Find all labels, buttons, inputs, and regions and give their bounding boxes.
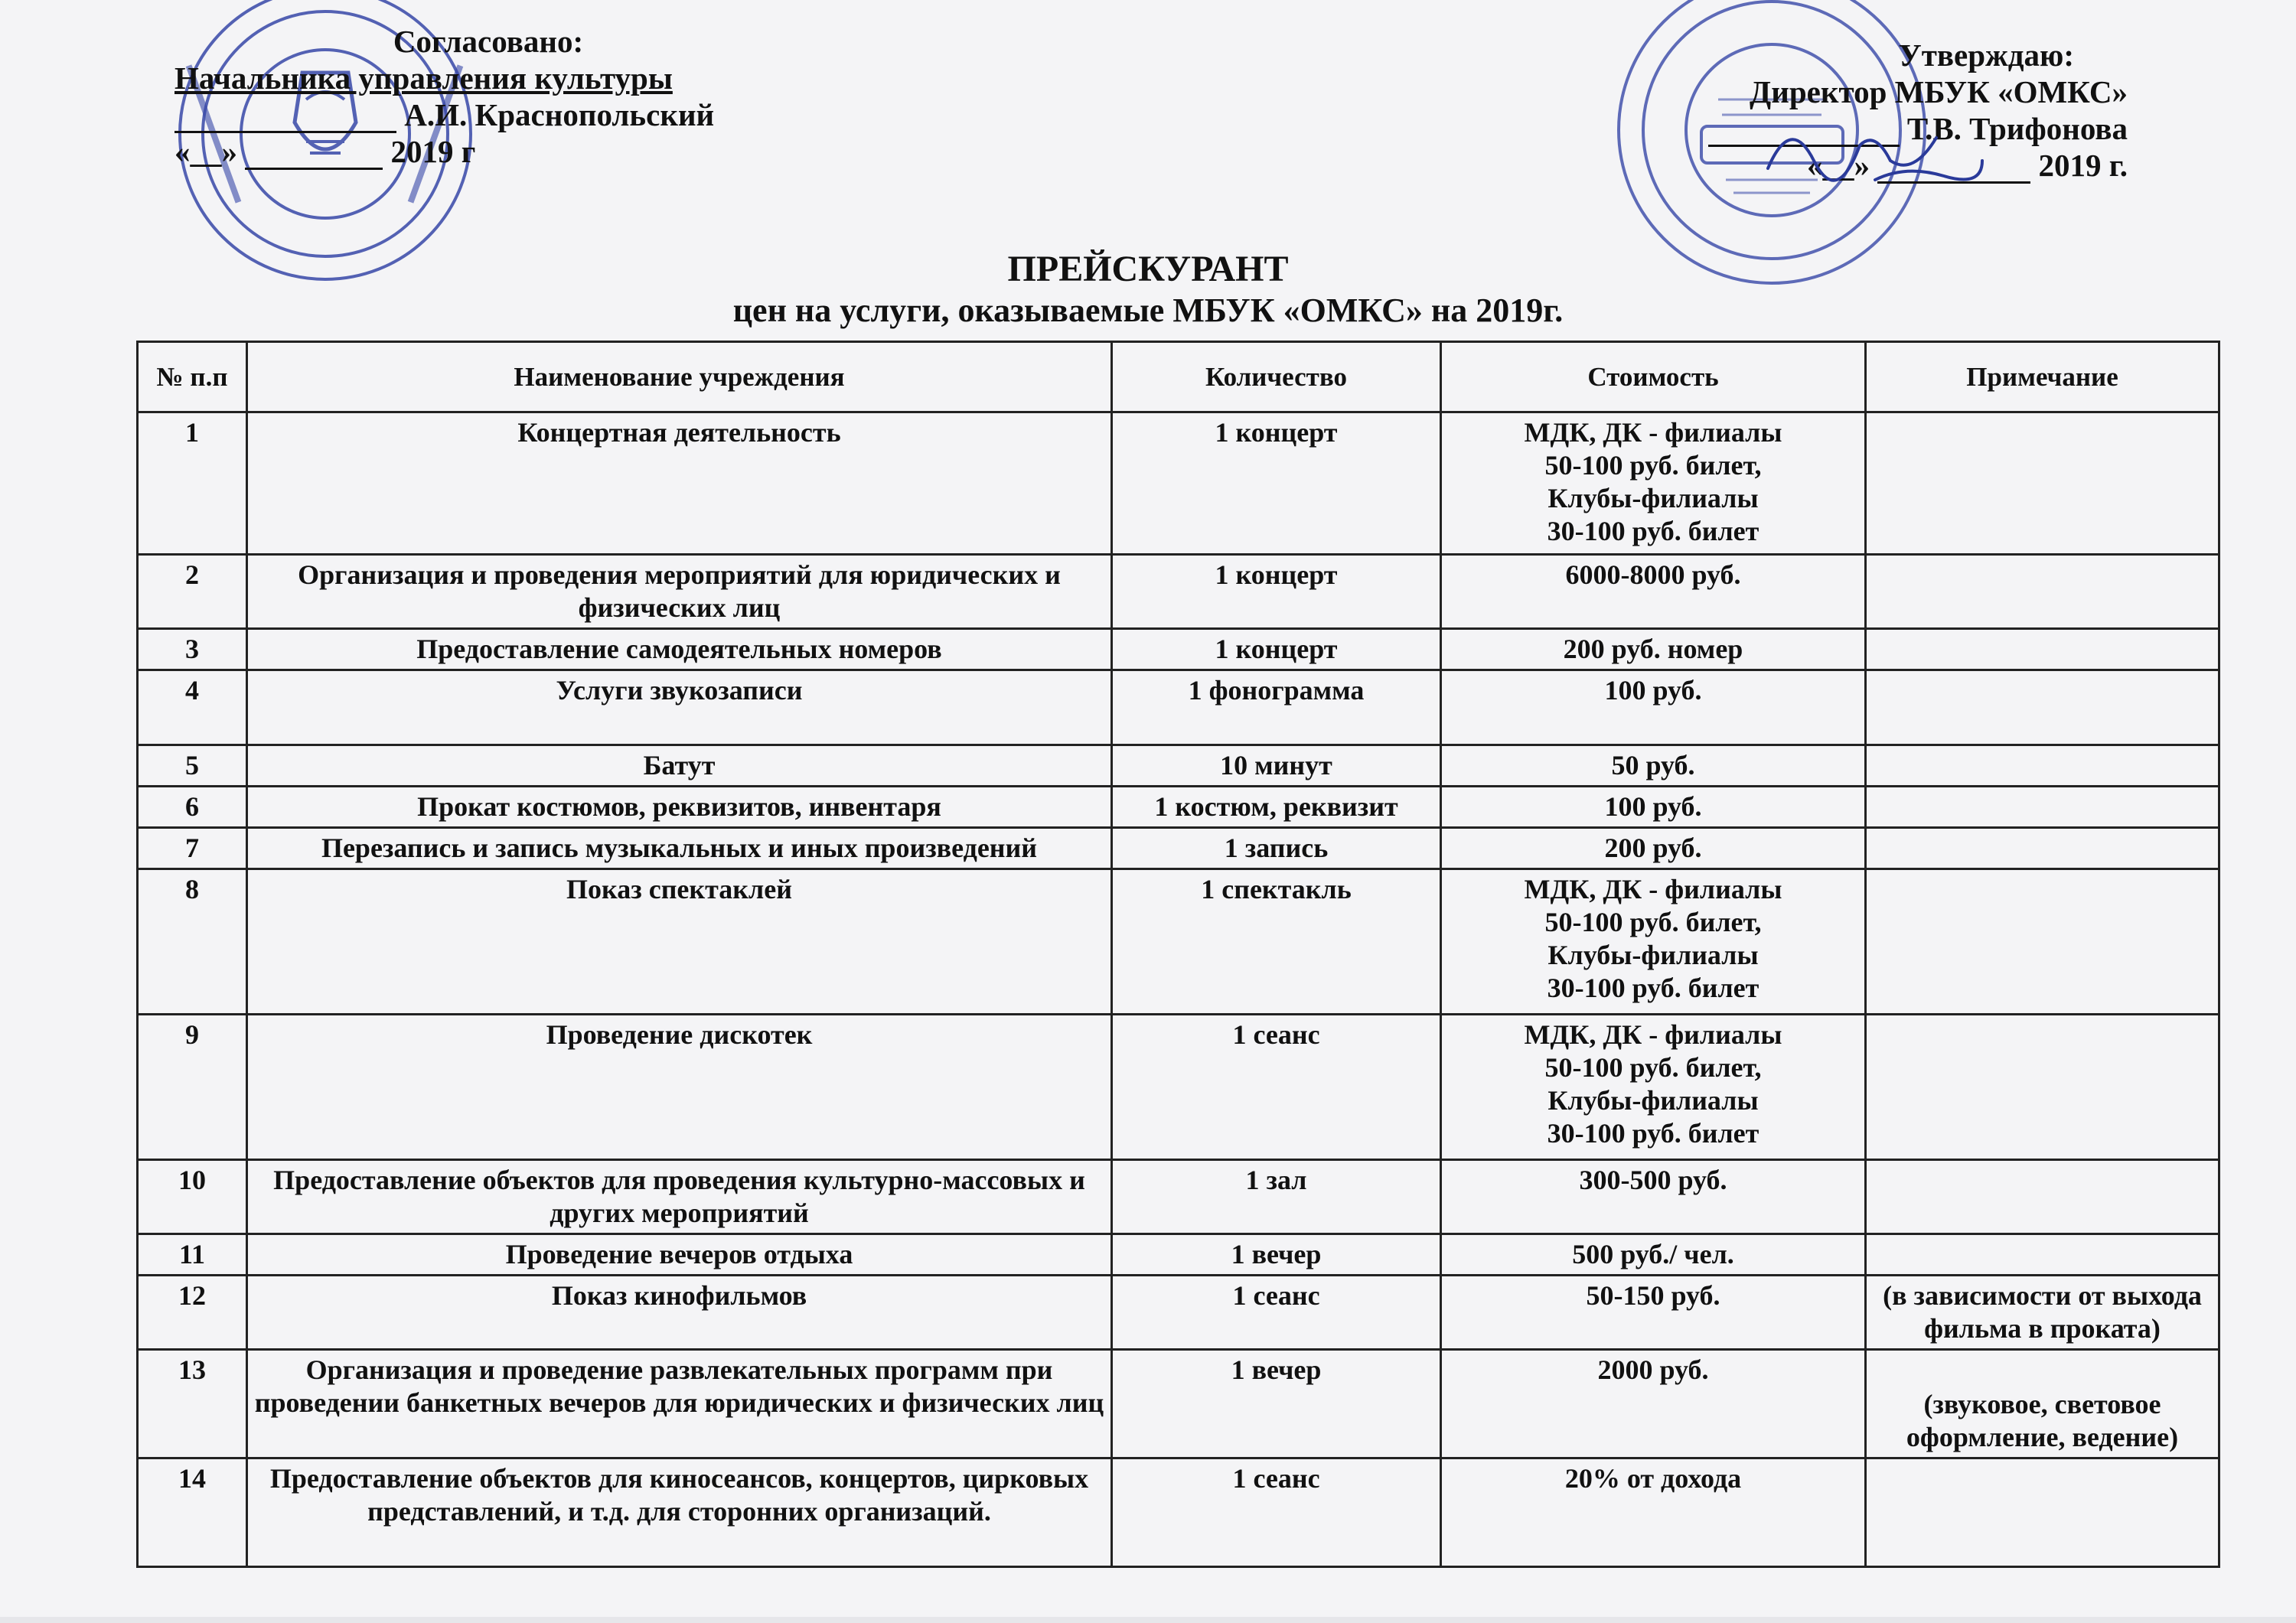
row-number: 7 [138,828,247,869]
service-cost [1441,670,1866,745]
signature-underline [174,100,396,133]
date-underline [245,137,383,170]
service-note [1866,869,2219,1015]
service-note [1866,629,2219,670]
service-quantity: 1 зал [1112,1160,1441,1234]
table-row [138,787,2219,828]
service-name: Прокат костюмов, реквизитов, инвентаря [247,787,1112,828]
service-name: Проведение вечеров отдыха [247,1234,1112,1276]
cost-line: МДК, ДК - филиалы [1524,417,1782,448]
cost-line: 6000-8000 руб. [1565,559,1741,590]
service-note [1866,1234,2219,1276]
service-name: Показ спектаклей [247,869,1112,1015]
cost-line: 50 руб. [1611,750,1695,781]
header-cost: Стоимость [1441,342,1866,412]
cost-line: 300-500 руб. [1579,1165,1727,1195]
row-number: 10 [138,1160,247,1234]
service-quantity: 1 сеанс [1112,1458,1441,1567]
table-row [138,869,2219,1015]
service-note [1866,555,2219,629]
service-quantity: 10 минут [1112,745,1441,787]
service-note [1866,1160,2219,1234]
cost-line: 100 руб. [1604,675,1702,706]
service-quantity: 1 вечер [1112,1350,1441,1458]
table-row [138,1458,2219,1567]
service-quantity: 1 фонограмма [1112,670,1441,745]
service-quantity: 1 концерт [1112,555,1441,629]
service-note [1866,412,2219,555]
table-row [138,629,2219,670]
service-cost [1441,869,1866,1015]
table-row [138,745,2219,787]
row-number: 2 [138,555,247,629]
cost-line: Клубы-филиалы [1548,483,1759,513]
table-row [138,670,2219,745]
service-name: Концертная деятельность [247,412,1112,555]
approval-right-date-year: 2019 г. [2038,148,2128,183]
service-cost [1441,1015,1866,1160]
approval-right-date-prefix: «__» [1807,148,1870,183]
service-note [1866,670,2219,745]
table-row [138,1234,2219,1276]
price-table [136,341,2220,1568]
service-quantity: 1 спектакль [1112,869,1441,1015]
table-row [138,828,2219,869]
row-number: 8 [138,869,247,1015]
document-title: ПРЕЙСКУРАНТ [1007,249,1289,289]
row-number: 12 [138,1276,247,1350]
cost-line: 2000 руб. [1597,1354,1709,1385]
approval-left-date-prefix: «__» [174,134,237,169]
cost-line: МДК, ДК - филиалы [1524,1019,1782,1050]
cost-line: 30-100 руб. билет [1547,516,1760,546]
cost-line: 20% от дохода [1564,1463,1742,1494]
approval-right-name: Т.В. Трифонова [1906,111,2128,146]
row-number: 14 [138,1458,247,1567]
cost-line: 200 руб. [1604,833,1702,863]
service-note [1866,1458,2219,1567]
cost-line: 200 руб. номер [1563,634,1743,664]
approval-right-position: Директор МБУК «ОМКС» [1750,74,2128,109]
service-quantity: 1 костюм, реквизит [1112,787,1441,828]
service-name: Предоставление объектов для киносеансов, концертов, цирковых представлений, и т.д. для сторонних организаций. [247,1458,1112,1567]
cost-line: МДК, ДК - филиалы [1524,874,1782,904]
service-quantity: 1 вечер [1112,1234,1441,1276]
approval-left-date-year: 2019 г [390,134,476,169]
service-cost [1441,1350,1866,1458]
document-subtitle: цен на услуги, оказываемые МБУК «ОМКС» на 2019г. [732,292,1564,329]
service-name: Услуги звукозаписи [247,670,1112,745]
cost-line: Клубы-филиалы [1548,940,1759,970]
cost-line: 50-100 руб. билет, [1544,1052,1762,1083]
table-row [138,1015,2219,1160]
row-number: 4 [138,670,247,745]
table-row [138,555,2219,629]
row-number: 9 [138,1015,247,1160]
cost-line: 500 руб./ чел. [1572,1239,1734,1269]
cost-line: 50-150 руб. [1586,1280,1720,1311]
service-name: Предоставление самодеятельных номеров [247,629,1112,670]
row-number: 5 [138,745,247,787]
table-row [138,1160,2219,1234]
service-cost [1441,1234,1866,1276]
service-quantity: 1 концерт [1112,412,1441,555]
approval-left-signature-line [174,96,802,133]
approval-left-date-line [174,133,802,170]
handwritten-signature [1760,107,1990,191]
row-number: 6 [138,787,247,828]
service-cost [1441,1458,1866,1567]
service-cost [1441,412,1866,555]
service-quantity: 1 концерт [1112,629,1441,670]
cost-line: 30-100 руб. билет [1547,973,1760,1003]
service-name: Батут [247,745,1112,787]
cost-line: 50-100 руб. билет, [1544,907,1762,937]
service-note [1866,828,2219,869]
header-name: Наименование учреждения [247,342,1112,412]
service-name: Показ кинофильмов [247,1276,1112,1350]
service-quantity: 1 сеанс [1112,1276,1441,1350]
service-cost [1441,1160,1866,1234]
approval-right-title: Утверждаю: [1898,37,2074,73]
price-table-body [138,412,2219,1567]
approval-left-position: Начальника управления культуры [174,60,673,96]
table-header-row [138,342,2219,412]
service-note: (звуковое, световое оформление, ведение) [1866,1350,2219,1458]
header-num: № п.п [138,342,247,412]
table-row [138,412,2219,555]
approval-left-title: Согласовано: [393,24,584,59]
table-row [138,1276,2219,1350]
service-name: Проведение дискотек [247,1015,1112,1160]
cost-line: 50-100 руб. билет, [1544,450,1762,481]
row-number: 13 [138,1350,247,1458]
scan-edge [0,1617,2296,1623]
cost-line: 100 руб. [1604,791,1702,822]
document-title-block [582,249,1714,331]
service-cost [1441,828,1866,869]
service-name: Организация и проведения мероприятий для юридических и физических лиц [247,555,1112,629]
approval-left-name: А.И. Краснопольский [404,97,715,132]
row-number: 1 [138,412,247,555]
cost-line: Клубы-филиалы [1548,1085,1759,1116]
service-note: (в зависимости от выхода фильма в проката) [1866,1276,2219,1350]
service-note [1866,745,2219,787]
service-cost [1441,745,1866,787]
service-cost [1441,787,1866,828]
service-cost [1441,629,1866,670]
service-quantity: 1 сеанс [1112,1015,1441,1160]
row-number: 11 [138,1234,247,1276]
service-name: Перезапись и запись музыкальных и иных произведений [247,828,1112,869]
service-name: Предоставление объектов для проведения культурно-массовых и других мероприятий [247,1160,1112,1234]
header-note: Примечание [1866,342,2219,412]
service-cost [1441,555,1866,629]
header-qty: Количество [1112,342,1441,412]
service-name: Организация и проведение развлекательных программ при проведении банкетных вечеров для юридических и физических лиц [247,1350,1112,1458]
approval-left-block [174,23,802,170]
service-note [1866,1015,2219,1160]
row-number: 3 [138,629,247,670]
service-cost [1441,1276,1866,1350]
cost-line: 30-100 руб. билет [1547,1118,1760,1149]
table-row [138,1350,2219,1458]
service-quantity: 1 запись [1112,828,1441,869]
service-note [1866,787,2219,828]
